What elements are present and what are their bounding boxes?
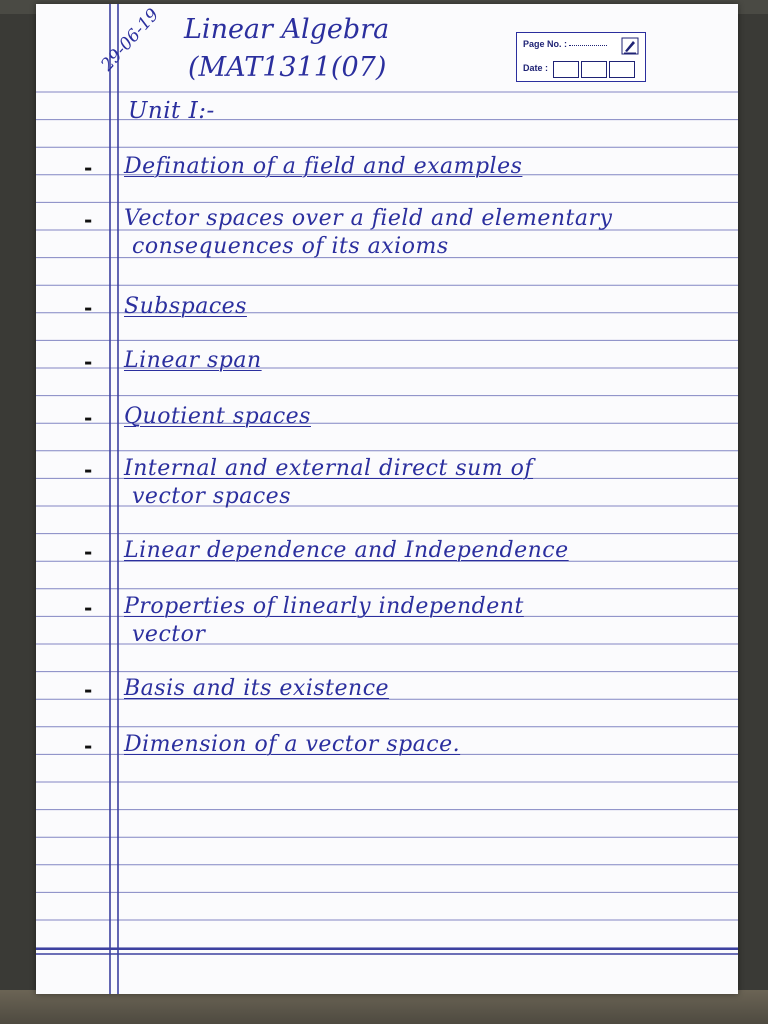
- notebook-page: [36, 4, 738, 994]
- page-no-label: Page No. :: [523, 39, 568, 49]
- topic-bullet: -: [84, 406, 93, 430]
- topic-bullet: -: [84, 596, 93, 620]
- topic-text: consequences of its axioms: [132, 234, 449, 259]
- topic-text: Basis and its existence: [124, 676, 390, 701]
- page-title: Linear Algebra: [184, 14, 390, 45]
- topic-text: vector: [132, 622, 206, 647]
- unit-heading: Unit I:-: [128, 98, 215, 124]
- topic-text: Dimension of a vector space.: [124, 732, 461, 757]
- topic-bullet: -: [84, 208, 93, 232]
- date-label: Date :: [523, 63, 549, 73]
- topic-bullet: -: [84, 540, 93, 564]
- topic-text: Subspaces: [124, 294, 247, 319]
- page-no-line: [569, 45, 607, 46]
- topic-bullet: -: [84, 678, 93, 702]
- page-date-stamp: [516, 32, 646, 82]
- topic-text: Defination of a field and examples: [124, 154, 523, 179]
- course-code: (MAT1311(07): [188, 52, 387, 83]
- handwritten-date: 29-06-19: [97, 4, 164, 76]
- topic-bullet: -: [84, 350, 93, 374]
- topic-bullet: -: [84, 296, 93, 320]
- pen-icon: [621, 37, 639, 55]
- topic-bullet: -: [84, 734, 93, 758]
- topic-bullet: -: [84, 458, 93, 482]
- topic-text: Linear dependence and Independence: [124, 538, 569, 563]
- topic-bullet: -: [84, 156, 93, 180]
- topic-text: Linear span: [124, 348, 262, 373]
- topic-text: Quotient spaces: [124, 404, 311, 429]
- table-background-bottom: [0, 990, 768, 1024]
- topic-text: Properties of linearly independent: [124, 594, 524, 619]
- topic-text: vector spaces: [132, 484, 291, 509]
- topic-text: Internal and external direct sum of: [124, 456, 534, 481]
- topic-text: Vector spaces over a field and elementary: [124, 206, 613, 231]
- date-boxes: [553, 61, 637, 80]
